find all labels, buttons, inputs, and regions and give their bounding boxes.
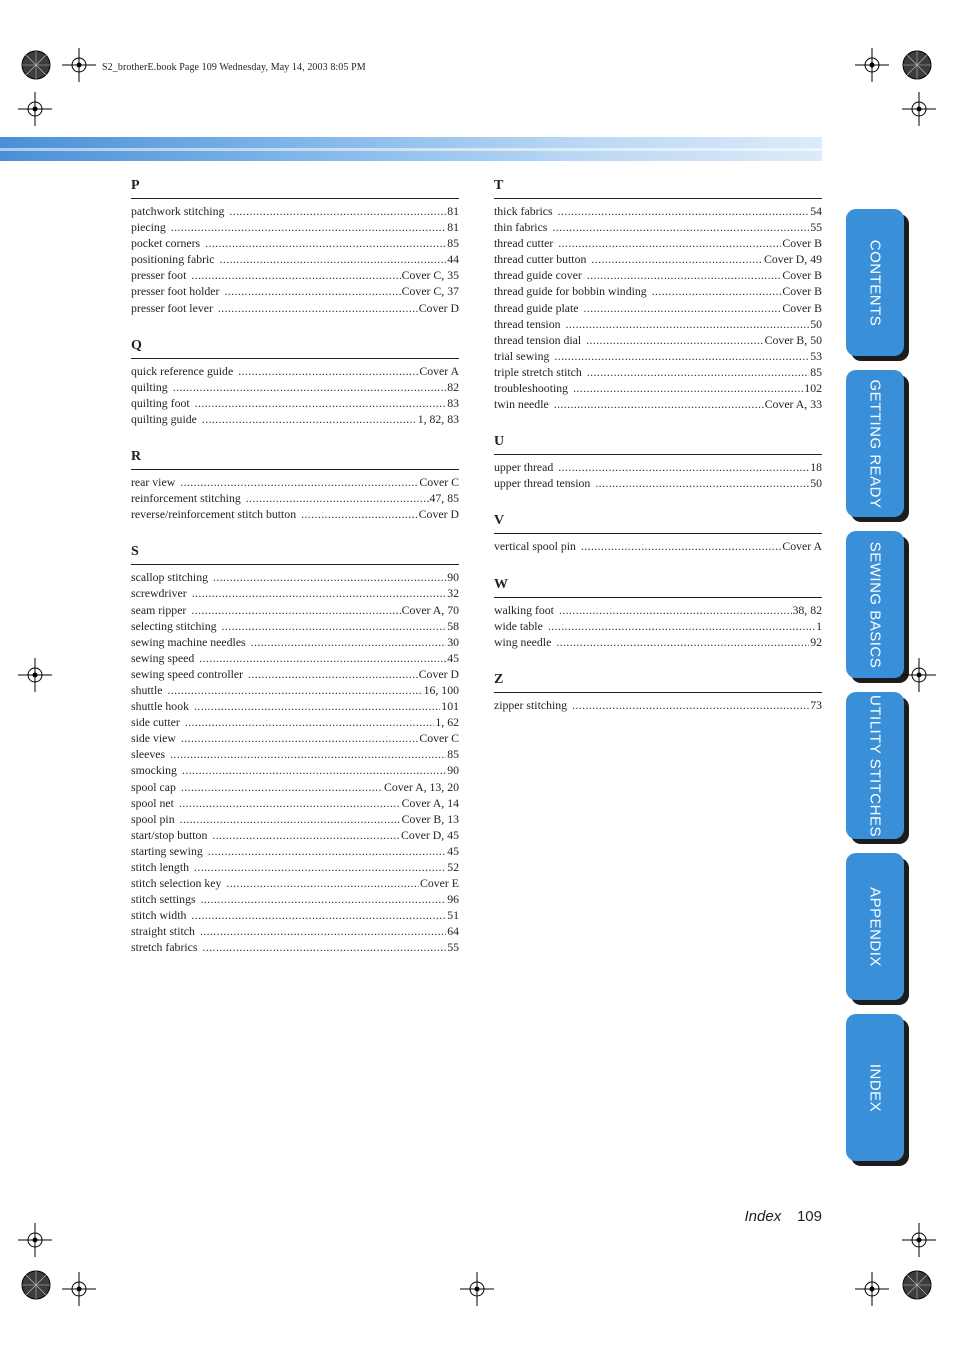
index-entry <box>131 811 459 827</box>
index-entry-page: Cover D <box>418 666 459 681</box>
dot-leader <box>171 219 446 235</box>
index-entry-term: triple stretch stitch <box>494 364 582 379</box>
dot-leader <box>229 203 446 219</box>
index-entry-term: smocking <box>131 763 177 778</box>
index-entry-term: selecting stitching <box>131 618 217 633</box>
index-entry <box>131 569 459 585</box>
index-entry-term: side view <box>131 731 176 746</box>
dot-leader <box>554 348 809 364</box>
dot-leader <box>591 251 763 267</box>
footer-section-title: Index <box>744 1208 782 1225</box>
index-entry-page: 50 <box>810 316 822 331</box>
index-section-letter: S <box>131 544 459 565</box>
index-entry <box>494 283 822 299</box>
index-entry-page: 85 <box>447 747 459 762</box>
index-section <box>131 178 459 316</box>
index-entry-term: wide table <box>494 618 543 633</box>
index-entry-page: 90 <box>447 570 459 585</box>
index-entry <box>131 267 459 283</box>
dot-leader <box>586 332 764 348</box>
dot-leader <box>224 283 400 299</box>
dot-leader <box>179 795 401 811</box>
index-entry-term: presser foot <box>131 268 187 283</box>
print-header: S2_brotherE.book Page 109 Wednesday, May 14, 2003 8:05 PM <box>102 62 366 73</box>
tab-appendix[interactable] <box>846 853 904 1000</box>
registration-mark-icon <box>855 1272 889 1306</box>
index-section <box>494 672 822 713</box>
dot-leader <box>554 396 764 412</box>
index-entry-term: sewing speed controller <box>131 666 244 681</box>
index-entry-page: 85 <box>810 364 822 379</box>
dot-leader <box>222 618 447 634</box>
index-entry-term: pocket corners <box>131 236 201 251</box>
index-entry-term: stitch length <box>131 860 189 874</box>
index-entry-page: 81 <box>447 220 459 235</box>
tab-contents[interactable] <box>846 209 904 356</box>
index-entry-term: screwdriver <box>131 586 187 601</box>
index-section-letter: U <box>494 434 822 455</box>
index-entry-page: 1 <box>816 618 822 633</box>
index-entry <box>131 203 459 219</box>
dot-leader <box>556 634 809 650</box>
index-entry-term: reverse/reinforcement stitch button <box>131 507 297 522</box>
index-entry <box>494 697 822 713</box>
index-entry-term: thin fabrics <box>494 220 548 235</box>
index-entry <box>131 474 459 490</box>
dot-leader <box>167 682 422 698</box>
index-entry-term: thread cutter <box>494 236 554 251</box>
index-entry-term: thread tension dial <box>494 332 582 347</box>
index-entry-page: Cover B <box>782 268 822 283</box>
registration-mark-icon <box>855 48 889 82</box>
index-entry <box>131 363 459 379</box>
index-entry-term: side cutter <box>131 715 180 730</box>
index-entry <box>131 602 459 618</box>
index-entry <box>131 618 459 634</box>
index-entry-term: presser foot lever <box>131 300 213 315</box>
index-entry-page: 18 <box>810 460 822 475</box>
dot-leader <box>558 235 781 251</box>
index-entry-page: 47, 85 <box>429 491 459 506</box>
index-entry-page: Cover A, 14 <box>401 795 459 810</box>
index-entry-term: spool net <box>131 795 174 810</box>
index-entry <box>494 203 822 219</box>
tab-contents-label: CONTENTS <box>866 239 884 326</box>
index-section-letter: Q <box>131 338 459 359</box>
registration-mark-icon <box>902 92 936 126</box>
index-entry-page: 101 <box>441 699 459 714</box>
index-entry <box>131 779 459 795</box>
index-entry-page: 54 <box>810 204 822 218</box>
index-entry <box>131 891 459 907</box>
index-entry <box>494 364 822 380</box>
index-entry <box>494 251 822 267</box>
index-entry-term: thread tension <box>494 316 561 331</box>
index-entry-page: 64 <box>447 924 459 939</box>
tab-index[interactable] <box>846 1014 904 1161</box>
index-entry <box>131 746 459 762</box>
dot-leader <box>301 506 418 522</box>
registration-mark-icon <box>62 48 96 82</box>
index-entry-term: thread guide plate <box>494 300 579 315</box>
dot-leader <box>213 569 446 585</box>
dot-leader <box>201 891 447 907</box>
index-section-letter: Z <box>494 672 822 693</box>
tab-sewing-basics-label: SEWING BASICS <box>866 541 884 668</box>
index-entry <box>131 490 459 506</box>
index-section <box>494 513 822 554</box>
index-entry-page: 82 <box>447 379 459 394</box>
index-entry <box>131 235 459 251</box>
index-entry <box>494 538 822 554</box>
index-entry-term: stitch selection key <box>131 876 222 891</box>
dot-leader <box>200 923 446 939</box>
registration-mark-icon <box>902 1223 936 1257</box>
index-entry-page: Cover C, 37 <box>401 284 459 299</box>
dot-leader <box>194 859 446 875</box>
index-entry-page: 90 <box>447 763 459 778</box>
index-entry-term: presser foot holder <box>131 284 220 299</box>
dot-leader <box>203 939 447 955</box>
footer-page-number: 109 <box>796 1208 822 1225</box>
index-entry <box>131 634 459 650</box>
index-entry-term: thread guide cover <box>494 268 582 283</box>
index-entry-page: 30 <box>447 634 459 649</box>
index-entry <box>494 332 822 348</box>
dot-leader <box>226 875 419 891</box>
index-entry <box>131 714 459 730</box>
index-entry-term: trial sewing <box>494 348 550 363</box>
index-entry-term: reinforcement stitching <box>131 491 241 506</box>
dot-leader <box>195 395 447 411</box>
index-entry-page: 81 <box>447 204 459 218</box>
dot-leader <box>208 843 446 859</box>
index-entry <box>494 396 822 412</box>
index-section-letter: R <box>131 449 459 470</box>
index-entry <box>131 859 459 875</box>
index-entry-page: Cover C <box>419 475 459 490</box>
index-entry-page: 55 <box>810 220 822 235</box>
index-entry <box>131 585 459 601</box>
index-entry <box>131 411 459 427</box>
index-entry-page: 55 <box>447 940 459 955</box>
dot-leader <box>194 698 440 714</box>
dot-leader <box>238 363 418 379</box>
index-entry <box>131 923 459 939</box>
index-section-letter: T <box>494 178 822 199</box>
index-entry <box>131 698 459 714</box>
index-entry-term: starting sewing <box>131 843 203 858</box>
index-entry-page: 32 <box>447 586 459 601</box>
dot-leader <box>202 411 417 427</box>
dot-leader <box>581 538 781 554</box>
index-entry-term: start/stop button <box>131 827 208 842</box>
registration-mark-icon <box>18 658 52 692</box>
index-entry <box>494 602 822 618</box>
index-entry <box>494 316 822 332</box>
index-entry-page: 52 <box>447 860 459 874</box>
dot-leader <box>181 779 383 795</box>
index-entry-term: quick reference guide <box>131 363 234 378</box>
index-entry-term: troubleshooting <box>494 381 569 396</box>
index-entry-page: 50 <box>810 476 822 491</box>
index-entry <box>494 634 822 650</box>
dot-leader <box>173 379 446 395</box>
index-entry-page: Cover C <box>419 731 459 746</box>
dot-leader <box>587 267 782 283</box>
index-entry-page: 58 <box>447 618 459 633</box>
index-entry-term: sewing speed <box>131 650 195 665</box>
index-entry-term: thread guide for bobbin winding <box>494 284 647 299</box>
tab-appendix-label: APPENDIX <box>866 886 884 967</box>
index-entry-page: Cover B <box>782 300 822 315</box>
starburst-mark-icon <box>21 1270 51 1300</box>
registration-mark-icon <box>18 92 52 126</box>
index-entry-page: Cover D <box>418 507 459 522</box>
index-entry-page: 1, 82, 83 <box>417 411 459 426</box>
index-entry <box>131 395 459 411</box>
starburst-mark-icon <box>902 1270 932 1300</box>
index-entry <box>131 251 459 267</box>
index-entry-page: 83 <box>447 395 459 410</box>
starburst-mark-icon <box>21 50 51 80</box>
index-entry-term: quilting guide <box>131 411 197 426</box>
index-entry-page: 44 <box>447 252 459 267</box>
index-section <box>494 178 822 412</box>
tab-index-label: INDEX <box>866 1063 884 1112</box>
index-entry-page: 92 <box>810 634 822 649</box>
index-entry <box>131 939 459 955</box>
index-entry-page: 1, 62 <box>435 715 459 730</box>
index-entry <box>494 618 822 634</box>
page-footer <box>745 1208 822 1226</box>
index-entry <box>131 506 459 522</box>
tab-getting-ready[interactable] <box>846 370 904 517</box>
index-entry-page: Cover B, 13 <box>401 811 459 826</box>
index-entry-term: thread cutter button <box>494 252 587 267</box>
index-entry-page: Cover B <box>782 284 822 299</box>
index-entry-term: straight stitch <box>131 924 195 939</box>
index-entry <box>494 235 822 251</box>
registration-mark-icon <box>460 1272 494 1306</box>
index-entry <box>131 219 459 235</box>
index-entry-page: Cover A, 33 <box>764 397 822 412</box>
index-entry-term: thick fabrics <box>494 204 553 218</box>
dot-leader <box>191 907 446 923</box>
index-section <box>131 338 459 427</box>
dot-leader <box>182 762 446 778</box>
index-entry <box>494 459 822 475</box>
index-entry-term: vertical spool pin <box>494 539 576 554</box>
index-entry-term: wing needle <box>494 634 552 649</box>
registration-mark-icon <box>18 1223 52 1257</box>
dot-leader <box>180 811 401 827</box>
dot-leader <box>587 364 809 380</box>
dot-leader <box>559 602 792 618</box>
index-entry-term: walking foot <box>494 602 554 617</box>
index-entry <box>131 795 459 811</box>
dot-leader <box>548 618 815 634</box>
dot-leader <box>205 235 446 251</box>
dot-leader <box>191 267 400 283</box>
index-entry-term: stitch settings <box>131 892 196 907</box>
dot-leader <box>652 283 782 299</box>
registration-mark-icon <box>902 658 936 692</box>
index-entry-term: shuttle hook <box>131 699 189 714</box>
index-entry-page: Cover A <box>419 363 459 378</box>
index-column-right <box>494 178 822 735</box>
index-entry-term: patchwork stitching <box>131 204 225 218</box>
dot-leader <box>181 730 418 746</box>
index-section <box>494 434 822 491</box>
index-entry-term: shuttle <box>131 682 163 697</box>
index-entry-term: quilting <box>131 379 168 394</box>
index-entry-page: 16, 100 <box>423 682 459 697</box>
index-entry-term: stitch width <box>131 908 187 923</box>
tab-utility-stitches-label: UTILITY STITCHES <box>866 694 884 837</box>
dot-leader <box>566 316 810 332</box>
index-column-left <box>131 178 459 978</box>
index-entry-page: Cover B <box>782 236 822 251</box>
dot-leader <box>248 666 418 682</box>
index-entry <box>131 283 459 299</box>
tab-utility-stitches[interactable] <box>846 692 904 839</box>
index-entry-page: Cover C, 35 <box>401 268 459 283</box>
index-entry-term: upper thread tension <box>494 476 591 491</box>
index-entry <box>494 380 822 396</box>
dot-leader <box>212 827 400 843</box>
dot-leader <box>584 300 782 316</box>
index-entry-page: 85 <box>447 236 459 251</box>
index-entry-page: Cover A, 13, 20 <box>383 779 459 794</box>
index-entry <box>131 907 459 923</box>
dot-leader <box>573 380 803 396</box>
index-entry-page: 38, 82 <box>792 602 822 617</box>
dot-leader <box>558 203 810 219</box>
index-entry <box>131 843 459 859</box>
tab-getting-ready-label: GETTING READY <box>866 378 884 509</box>
index-entry-term: zipper stitching <box>494 697 568 712</box>
index-entry <box>494 300 822 316</box>
dot-leader <box>192 585 447 601</box>
index-entry-term: scallop stitching <box>131 570 208 585</box>
index-entry-term: twin needle <box>494 397 549 412</box>
index-entry <box>494 475 822 491</box>
index-entry-page: Cover E <box>420 876 459 891</box>
index-entry <box>131 762 459 778</box>
index-section-letter: W <box>494 577 822 598</box>
index-entry <box>494 219 822 235</box>
starburst-mark-icon <box>902 50 932 80</box>
registration-mark-icon <box>62 1272 96 1306</box>
dot-leader <box>185 714 435 730</box>
dot-leader <box>180 474 418 490</box>
index-entry-page: 53 <box>810 348 822 363</box>
index-entry <box>494 348 822 364</box>
dot-leader <box>572 697 809 713</box>
index-entry-page: 45 <box>447 650 459 665</box>
index-section <box>131 544 459 955</box>
index-entry <box>131 730 459 746</box>
index-entry <box>131 300 459 316</box>
index-entry-term: stretch fabrics <box>131 940 198 955</box>
index-section <box>131 449 459 522</box>
index-entry-term: rear view <box>131 475 176 490</box>
index-entry-page: Cover D, 45 <box>401 827 459 842</box>
index-entry-page: Cover A, 70 <box>401 602 459 617</box>
index-entry-page: 96 <box>447 892 459 907</box>
index-entry-page: 51 <box>447 908 459 923</box>
index-entry-page: 102 <box>804 381 822 396</box>
header-banner-stripe <box>0 148 822 151</box>
dot-leader <box>552 219 809 235</box>
dot-leader <box>218 300 418 316</box>
dot-leader <box>558 459 809 475</box>
index-entry-page: Cover D <box>418 300 459 315</box>
dot-leader <box>246 490 429 506</box>
index-entry-term: quilting foot <box>131 395 190 410</box>
index-entry-term: piecing <box>131 220 166 235</box>
index-entry <box>131 682 459 698</box>
index-entry-page: Cover A <box>782 539 822 554</box>
dot-leader <box>199 650 446 666</box>
index-entry-page: Cover B, 50 <box>764 332 822 347</box>
index-entry <box>131 379 459 395</box>
dot-leader <box>251 634 447 650</box>
dot-leader <box>170 746 446 762</box>
index-entry-term: upper thread <box>494 460 554 475</box>
index-entry <box>131 650 459 666</box>
index-entry-term: spool pin <box>131 811 175 826</box>
index-entry-term: spool cap <box>131 779 176 794</box>
index-entry <box>131 827 459 843</box>
tab-sewing-basics[interactable] <box>846 531 904 678</box>
index-entry-term: seam ripper <box>131 602 187 617</box>
dot-leader <box>191 602 400 618</box>
index-entry-page: 73 <box>810 697 822 712</box>
index-entry-term: positioning fabric <box>131 252 215 267</box>
index-entry-page: Cover D, 49 <box>764 252 822 267</box>
index-entry-page: 45 <box>447 843 459 858</box>
dot-leader <box>595 475 809 491</box>
index-entry <box>131 875 459 891</box>
index-entry <box>131 666 459 682</box>
index-section-letter: P <box>131 178 459 199</box>
index-section <box>494 577 822 650</box>
index-entry-term: sleeves <box>131 747 166 762</box>
dot-leader <box>220 251 447 267</box>
index-section-letter: V <box>494 513 822 534</box>
index-entry-term: sewing machine needles <box>131 634 246 649</box>
index-entry <box>494 267 822 283</box>
